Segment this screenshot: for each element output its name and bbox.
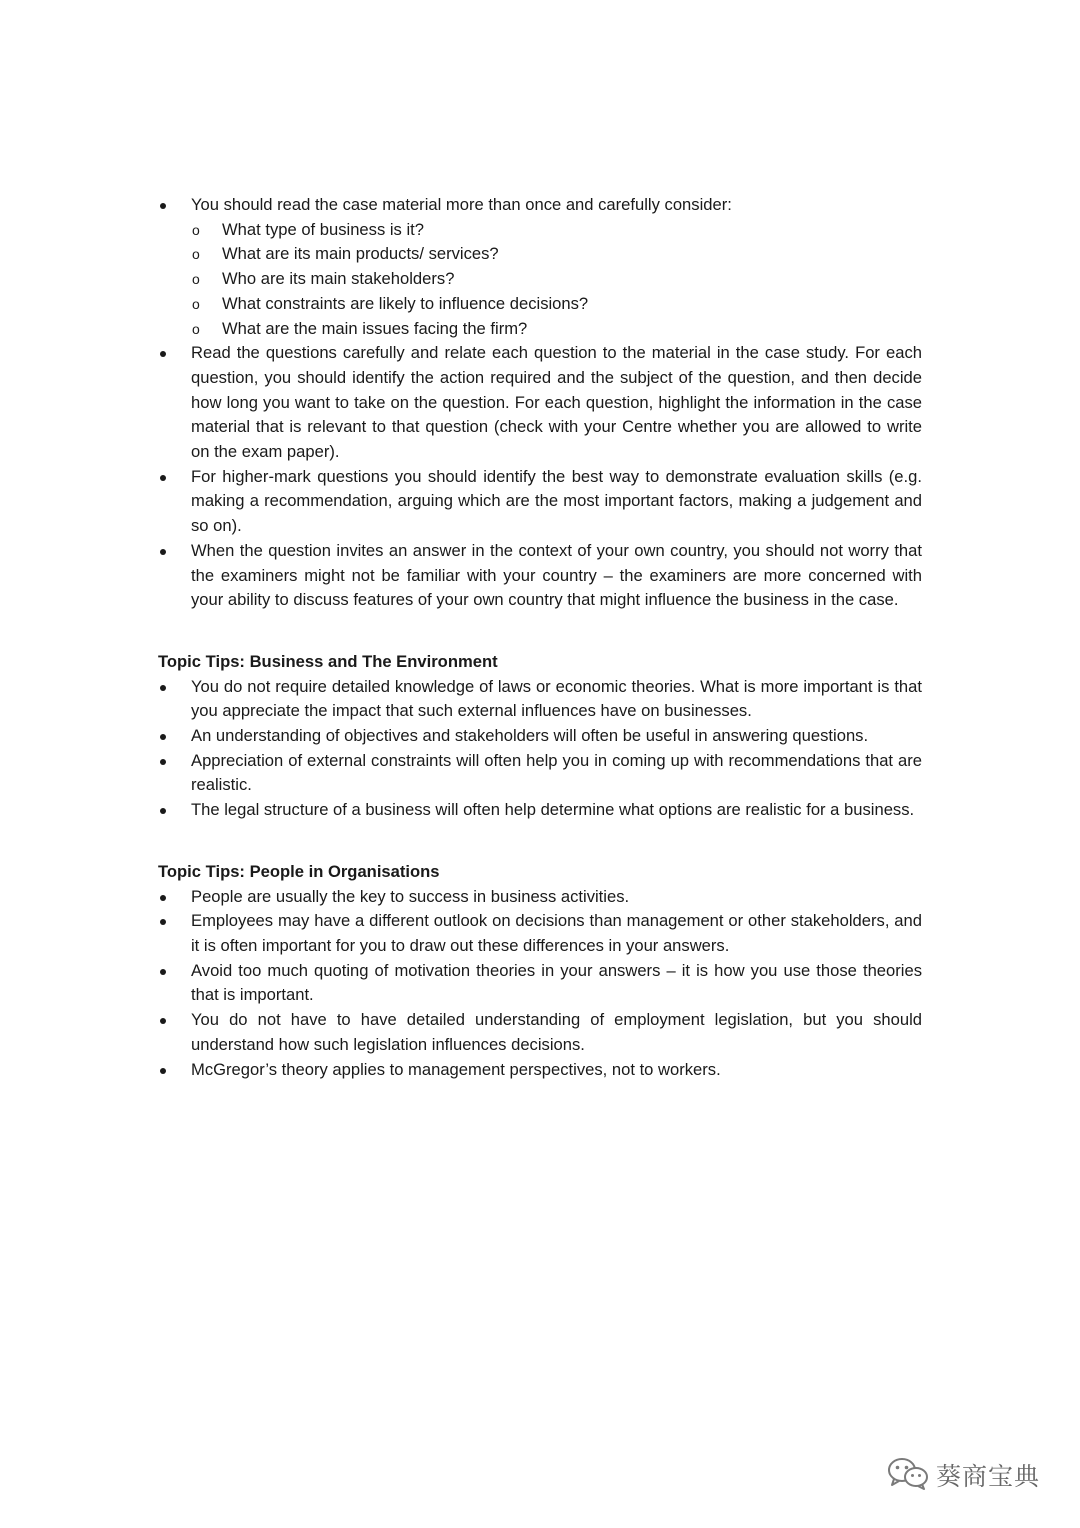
sub-list-item: o What constraints are likely to influence decisions? <box>191 292 922 317</box>
list-item: When the question invites an answer in the context of your own country, you should not worry that the examiners might not be familiar with your country – the examiners are more concerned with your ability to discuss features of your own country that might influence the business in the case. <box>158 539 922 613</box>
list-item: The legal structure of a business will often help determine what options are realistic for a business. <box>158 798 922 823</box>
section-heading-people: Topic Tips: People in Organisations <box>158 861 440 881</box>
sub-list-item: o What are its main products/ services? <box>191 242 922 267</box>
sub-list-item: o What are the main issues facing the firm? <box>191 317 922 342</box>
intro-bullet-list <box>158 193 922 613</box>
list-item: Read the questions carefully and relate each question to the material in the case study. For each question, you should identify the action required and the subject of the question, and then decide how long you want to take on the question. For each question, highlight the information in the case material that is relevant to that question (check with your Centre whether you are allowed to write on the exam paper). <box>158 341 922 465</box>
list-item: For higher-mark questions you should identify the best way to demonstrate evaluation skills (e.g. making a recommendation, arguing which are the most important factors, making a judgement and so on). <box>158 465 922 539</box>
list-item: McGregor’s theory applies to management perspectives, not to workers. <box>158 1058 922 1083</box>
list-item: An understanding of objectives and stakeholders will often be useful in answering questions. <box>158 724 922 749</box>
section-heading-environment: Topic Tips: Business and The Environment <box>158 651 498 671</box>
list-item: Employees may have a different outlook on decisions than management or other stakeholders, and it is often important for you to draw out these differences in your answers. <box>158 909 922 958</box>
watermark <box>886 1455 1040 1495</box>
list-item: Avoid too much quoting of motivation theories in your answers – it is how you use those theories that is important. <box>158 959 922 1008</box>
sub-question-list <box>191 218 922 342</box>
list-item: Appreciation of external constraints will often help you in coming up with recommendations that are realistic. <box>158 749 922 798</box>
document-page <box>158 193 922 1082</box>
list-item: You do not have to have detailed understanding of employment legislation, but you should understand how such legislation influences decisions. <box>158 1008 922 1057</box>
list-item <box>158 193 922 341</box>
list-item-text: You should read the case material more than once and carefully consider: <box>191 195 732 214</box>
sub-list-item: o What type of business is it? <box>191 218 922 243</box>
people-bullet-list <box>158 885 922 1083</box>
list-item: People are usually the key to success in business activities. <box>158 885 922 910</box>
sub-list-item: o Who are its main stakeholders? <box>191 267 922 292</box>
wechat-icon <box>886 1456 930 1495</box>
list-item: You do not require detailed knowledge of laws or economic theories. What is more important is that you appreciate the impact that such external influences have on businesses. <box>158 675 922 724</box>
environment-bullet-list <box>158 675 922 823</box>
watermark-text: 葵商宝典 <box>936 1462 1041 1491</box>
